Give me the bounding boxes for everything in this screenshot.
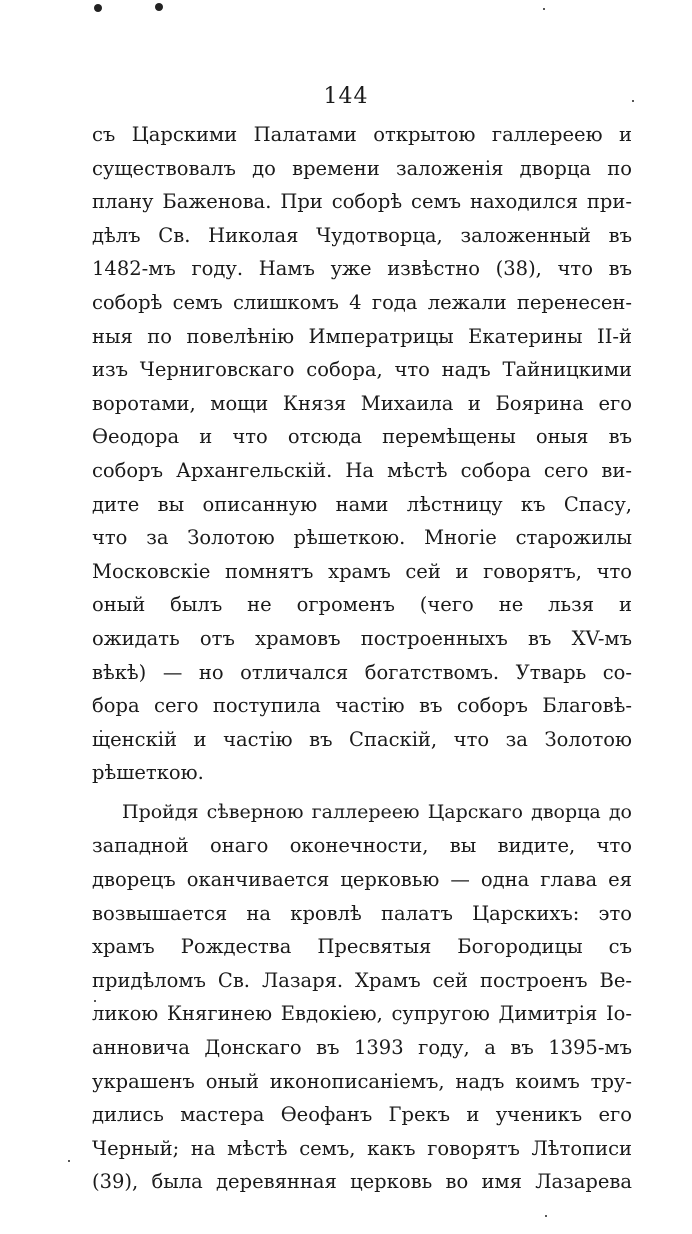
text-line: западной онаго оконечности, вы видите, что: [92, 834, 632, 858]
text-line: (39), была деревянная церковь во имя Лазарева: [92, 1170, 632, 1194]
text-line: рѣшеткою.: [92, 761, 204, 785]
text-line: съ Царскими Палатами открытою галлереею и: [92, 123, 632, 146]
text-line: изъ Черниговскаго собора, что надъ Тайницкими: [92, 358, 632, 382]
text-line: дите вы описанную нами лѣстницу къ Спасу,: [92, 492, 632, 516]
text-line: Ѳеодора и что отсюда перемѣщены оныя въ: [92, 425, 632, 449]
text-line: бора сего поступила частію въ соборъ Благовѣ-: [92, 694, 632, 718]
scan-speck: [68, 1160, 70, 1162]
text-line: дились мастера Ѳеофанъ Грекъ и ученикъ его: [92, 1103, 632, 1127]
text-line: что за Золотою рѣшеткою. Многіе старожилы: [92, 526, 632, 550]
text-line: плану Баженова. При соборѣ семъ находился при-: [92, 190, 632, 214]
text-line: украшенъ оный иконописаніемъ, надъ коимъ тру-: [92, 1069, 632, 1093]
text-line: ожидать отъ храмовъ построенныхъ въ XV-мъ: [92, 626, 632, 650]
text-line: Пройдя сѣверною галлереею Царскаго дворца до: [122, 800, 632, 823]
text-line: щенскій и частію въ Спаскій, что за Золотою: [92, 727, 632, 751]
text-line: возвышается на кровлѣ палатъ Царскихъ: это: [92, 901, 632, 925]
text-line: дворецъ оканчивается церковью — одна глава ея: [92, 868, 632, 892]
text-line: соборѣ семъ слишкомъ 4 года лежали перенесен-: [92, 290, 632, 314]
paragraph-2: [92, 796, 632, 1199]
text-line: дѣлъ Св. Николая Чудотворца, заложенный въ: [92, 223, 632, 247]
text-line: существовалъ до времени заложенія дворца по: [92, 156, 632, 180]
paragraph-1: [92, 118, 632, 790]
scan-speck: [543, 8, 545, 10]
text-line: воротами, мощи Князя Михаила и Боярина его: [92, 391, 632, 415]
text-line: анновича Донскаго въ 1393 году, а въ 1395-мъ: [92, 1036, 632, 1060]
text-line: ликою Княгинею Евдокіею, супругою Димитрія Іо-: [92, 1002, 632, 1026]
text-line: Московскіе помнятъ храмъ сей и говорятъ, что: [92, 559, 632, 583]
text-line: придѣломъ Св. Лазаря. Храмъ сей построенъ Ве-: [92, 968, 632, 992]
scan-speck: [94, 4, 102, 12]
scan-speck: [155, 3, 163, 11]
page-number: 144: [323, 84, 369, 109]
body-text: [92, 118, 632, 1199]
text-line: соборъ Архангельскій. На мѣстѣ собора сего ви-: [92, 458, 632, 482]
text-line: храмъ Рождества Пресвятыя Богородицы съ: [92, 935, 632, 959]
scan-speck: [545, 1215, 547, 1217]
text-line: оный былъ не огроменъ (чего не льзя и: [92, 593, 632, 617]
text-line: Черный; на мѣстѣ семъ, какъ говорятъ Лѣтописи: [92, 1136, 632, 1160]
text-line: ныя по повелѣнію Императрицы Екатерины II-й: [92, 324, 632, 348]
text-line: 1482-мъ году. Намъ уже извѣстно (38), что въ: [92, 257, 632, 281]
text-line: вѣкѣ) — но отличался богатствомъ. Утварь со-: [92, 660, 632, 684]
